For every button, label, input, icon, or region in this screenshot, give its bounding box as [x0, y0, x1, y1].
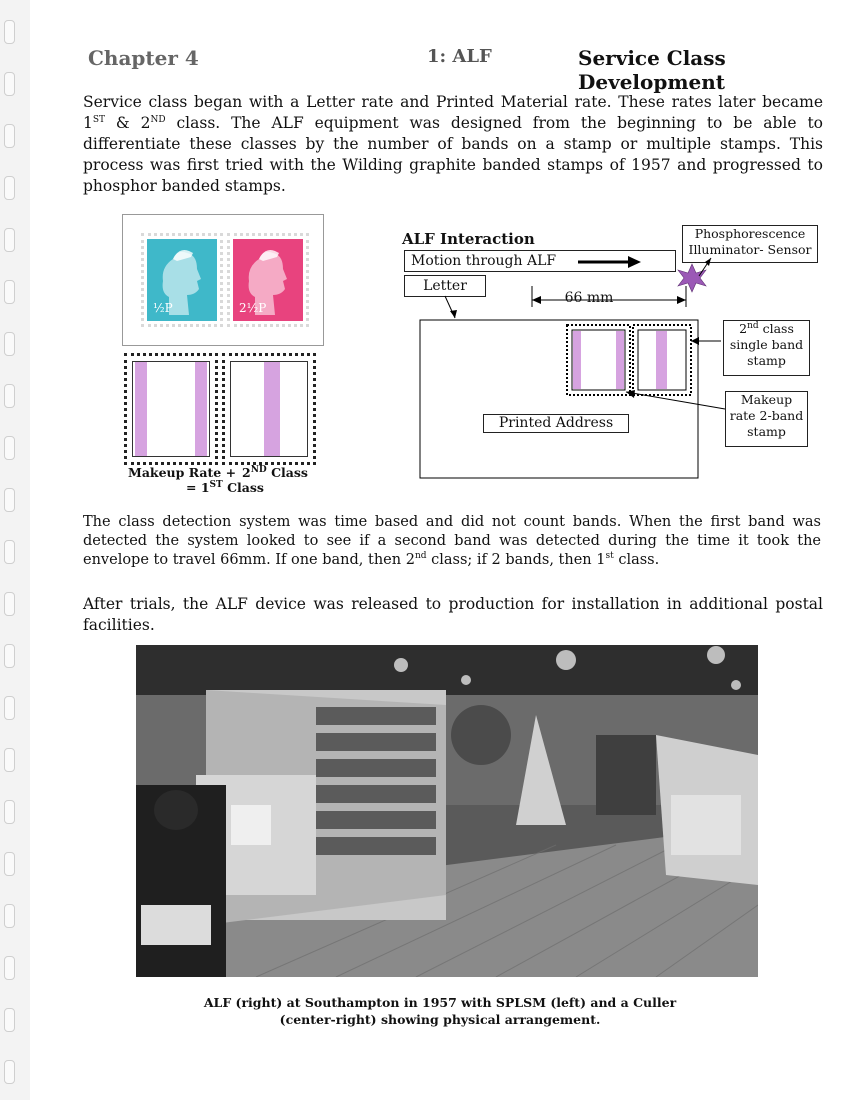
stamp-outline — [230, 361, 308, 457]
detection-paragraph: The class detection system was time based and did not count bands. When the first band was detected the system looked to see if a second band was detected during the time it took the envelope to travel 66mm. If one band, then 2nd class; if 2 bands, then 1st class. — [83, 514, 821, 568]
trials-paragraph: After trials, the ALF device was released to production for installation in additional postal facilities. — [83, 595, 823, 634]
binding-ring — [4, 1008, 15, 1032]
motion-arrowhead-icon — [628, 256, 641, 268]
binding-ring — [4, 696, 15, 720]
binding-ring — [4, 1060, 15, 1084]
page-title: Service Class Development — [578, 46, 726, 94]
binding-ring — [4, 852, 15, 876]
stamp-half-penny — [141, 233, 223, 327]
binding-ring — [4, 592, 15, 616]
binding-ring — [4, 488, 15, 512]
binding-ring — [4, 20, 15, 44]
phosphor-band — [573, 331, 581, 389]
makeup-rate-caption: Makeup Rate + — [128, 465, 237, 480]
first-class-result-caption: = 1ST Class — [186, 479, 264, 495]
mail-room-photo — [136, 645, 758, 977]
binding-ring — [4, 280, 15, 304]
stamp-value: ½P — [153, 301, 173, 315]
makeup-rate-note: Makeup rate 2-band stamp — [725, 391, 808, 447]
binding-ring — [4, 748, 15, 772]
binding-ring — [4, 956, 15, 980]
binding-ring — [4, 904, 15, 928]
alf-diagram-title: ALF Interaction — [402, 230, 535, 248]
phosphor-band — [264, 362, 280, 456]
intro-paragraph: Service class began with a Letter rate and Printed Material rate. These rates later became 1ST & 2ND class. The ALF equipment was designed from the beginning to be able to differentiate these classes by the number of bands on a stamp or multiple stamps. This process was first tried with the Wilding graphite banded stamps of 1957 and progressed to phosphor banded stamps. — [83, 93, 823, 195]
phosphor-band — [656, 331, 667, 389]
stamp-outline — [132, 361, 210, 457]
stamp-face — [147, 239, 217, 321]
stamp-value: 2½P — [239, 301, 267, 315]
binding-ring — [4, 384, 15, 408]
motion-label-box: Motion through ALF — [404, 250, 676, 272]
printed-address-box: Printed Address — [483, 414, 629, 433]
sensor-star-icon — [678, 264, 706, 292]
binding-ring — [4, 332, 15, 356]
chapter-label: Chapter 4 — [88, 46, 199, 70]
phosphor-band — [195, 362, 207, 456]
second-class-stamp-diagram — [222, 353, 316, 465]
makeup-rate-stamp-diagram — [124, 353, 218, 465]
binding-ring — [4, 176, 15, 200]
stamp-face — [233, 239, 303, 321]
binding-ring — [4, 540, 15, 564]
second-class-caption: 2ND Class — [242, 464, 308, 480]
alf-photograph — [136, 645, 758, 977]
phosphor-band — [135, 362, 147, 456]
binding-edge — [0, 0, 30, 1100]
binding-ring — [4, 436, 15, 460]
phosphor-band — [616, 331, 624, 389]
stamp-pair-image — [122, 214, 324, 346]
binding-ring — [4, 124, 15, 148]
binding-ring — [4, 72, 15, 96]
distance-label: 66 mm — [564, 290, 614, 306]
binding-ring — [4, 644, 15, 668]
section-label: 1: ALF — [427, 46, 492, 67]
stamp-two-half-penny — [227, 233, 309, 327]
binding-ring — [4, 800, 15, 824]
letter-label-box: Letter — [404, 275, 486, 297]
sensor-label-box: Phosphorescence Illuminator- Sensor — [682, 225, 818, 263]
second-class-note: 2nd class single band stamp — [723, 320, 810, 376]
binding-ring — [4, 228, 15, 252]
photo-caption: ALF (right) at Southampton in 1957 with SPLSM (left) and a Culler (center-right) showing physical arrangement. — [203, 995, 677, 1027]
